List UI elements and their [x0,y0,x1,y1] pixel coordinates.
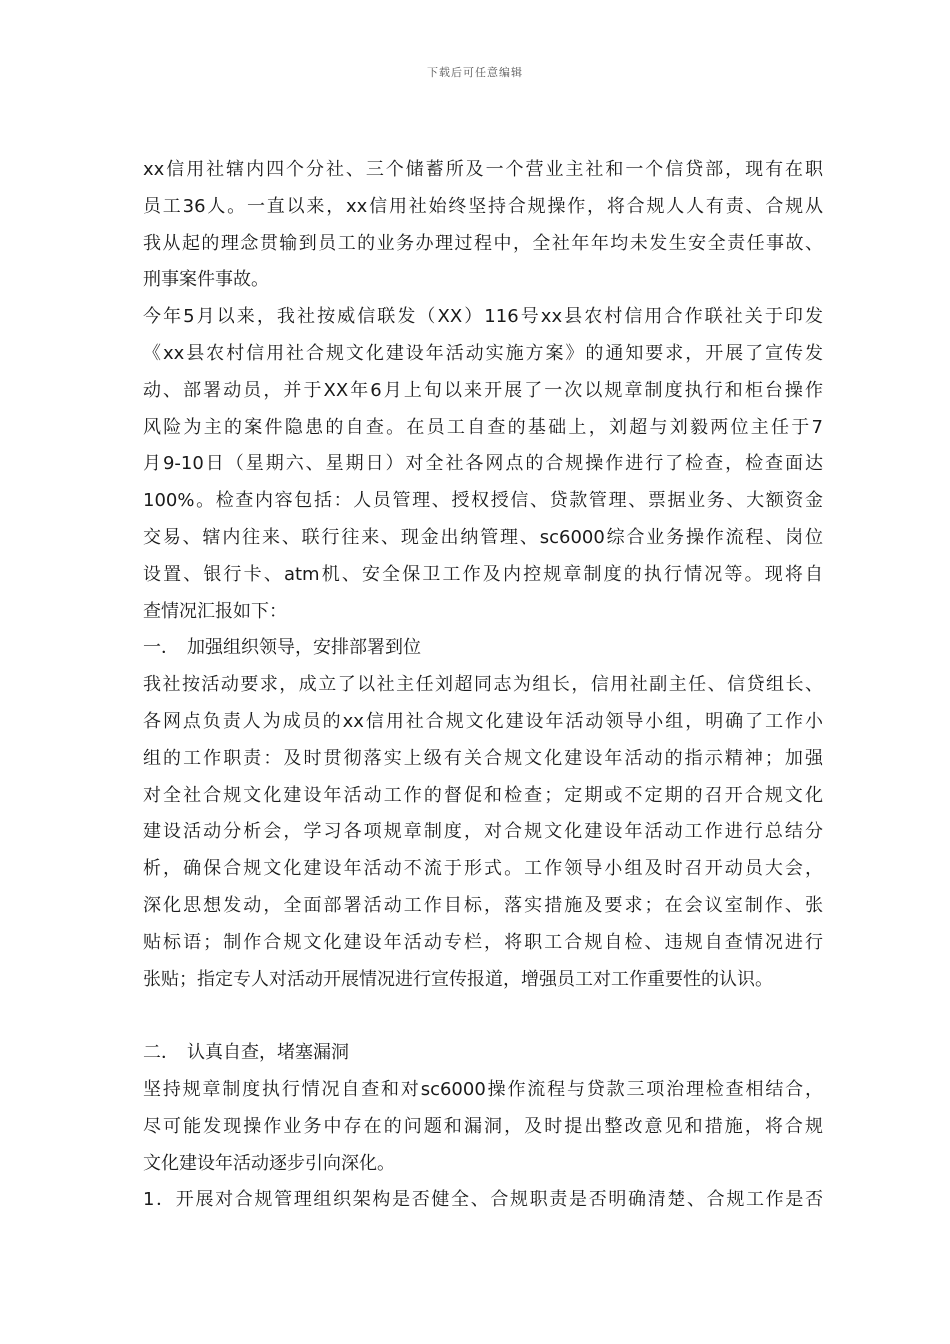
text-line: 贴标语；制作合规文化建设年活动专栏，将职工合规自检、违规自查情况进行 [143,931,823,953]
text-line: 对全社合规文化建设年活动工作的督促和检查；定期或不定期的召开合规文化 [143,784,823,806]
section-heading-1 [143,630,823,667]
paragraph-self-inspection [143,1072,823,1182]
text-line: 今年5月以来，我社按威信联发（XX）116号xx县农村信用合作联社关于印发 [143,306,823,328]
text-line: 组的工作职责：及时贯彻落实上级有关合规文化建设年活动的指示精神；加强 [143,747,823,769]
text-line: 动、部署动员，并于XX年6月上旬以来开展了一次以规章制度执行和柜台操作 [143,379,823,401]
text-line: 张贴；指定专人对活动开展情况进行宣传报道，增强员工对工作重要性的认识。 [143,968,773,990]
text-line: 析，确保合规文化建设年活动不流于形式。工作领导小组及时召开动员大会， [143,858,823,880]
text-line: 《xx县农村信用社合规文化建设年活动实施方案》的通知要求，开展了宣传发 [143,342,823,364]
text-line: 设置、银行卡、atm机、安全保卫工作及内控规章制度的执行情况等。现将自 [143,563,823,585]
paragraph-intro [143,152,823,299]
text-line: 文化建设年活动逐步引向深化。 [143,1152,395,1174]
text-line: 1．开展对合规管理组织架构是否健全、合规职责是否明确清楚、合规工作是否 [143,1189,823,1211]
section-number: 一． [143,637,179,659]
text-line: 员工36人。一直以来，xx信用社始终坚持合规操作，将合规人人有责、合规从 [143,195,823,217]
paragraph-item-1 [143,1182,823,1219]
text-line: 我社按活动要求，成立了以社主任刘超同志为组长，信用社副主任、信贷组长、 [143,674,823,696]
text-line: 刑事案件事故。 [143,269,269,291]
text-line: 交易、辖内往来、联行往来、现金出纳管理、sc6000综合业务操作流程、岗位 [143,526,823,548]
paragraph-organization [143,667,823,998]
text-line: 100%。检查内容包括：人员管理、授权授信、贷款管理、票据业务、大额资金 [143,490,823,512]
text-line: 查情况汇报如下： [143,600,287,622]
text-line: 坚持规章制度执行情况自查和对sc6000操作流程与贷款三项治理检查相结合， [143,1078,823,1100]
paragraph-background [143,299,823,630]
text-line: 我从起的理念贯输到员工的业务办理过程中，全社年年均未发生安全责任事故、 [143,232,823,254]
text-line: xx信用社辖内四个分社、三个储蓄所及一个营业主社和一个信贷部，现有在职 [143,159,823,180]
section-title: 加强组织领导，安排部署到位 [187,637,421,659]
section-title: 认真自查，堵塞漏洞 [187,1042,349,1064]
section-heading-2 [143,1035,823,1072]
page-header: 下载后可任意编辑 [427,66,523,79]
document-body [143,152,823,1219]
section-number: 二． [143,1042,179,1064]
text-line: 风险为主的案件隐患的自查。在员工自查的基础上，刘超与刘毅两位主任于7 [143,416,823,438]
text-line: 建设活动分析会，学习各项规章制度，对合规文化建设年活动工作进行总结分 [143,821,823,843]
blank-line [143,998,823,1035]
text-line: 各网点负责人为成员的xx信用社合规文化建设年活动领导小组，明确了工作小 [143,710,823,732]
text-line: 月9-10日（星期六、星期日）对全社各网点的合规操作进行了检查，检查面达 [143,453,823,475]
text-line: 尽可能发现操作业务中存在的问题和漏洞，及时提出整改意见和措施，将合规 [143,1115,823,1137]
text-line: 深化思想发动，全面部署活动工作目标，落实措施及要求；在会议室制作、张 [143,894,823,916]
